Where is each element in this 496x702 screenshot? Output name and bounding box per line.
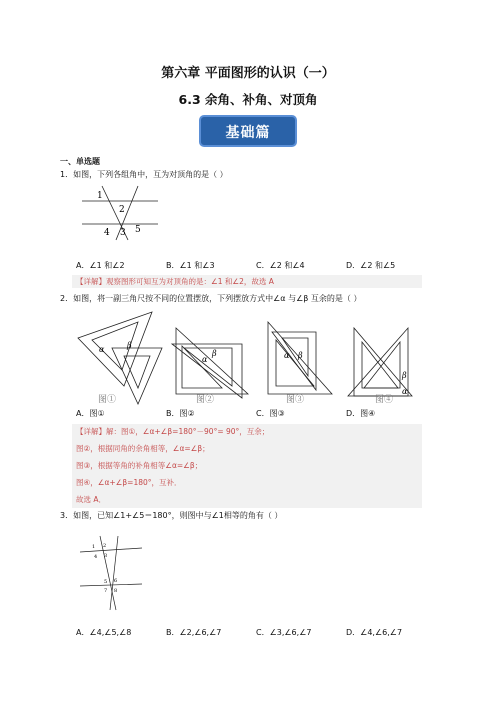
q2-explain-line-1: 【详解】解：图①，∠α+∠β=180°－90°= 90°，互余；	[76, 427, 270, 436]
fig2-caption: 图②	[196, 395, 215, 405]
fig2-triangles	[172, 328, 248, 398]
q1-label-3: 3	[120, 228, 126, 238]
q1-option-b[interactable]: B．∠1 和∠3	[166, 261, 215, 270]
question-1-options	[76, 260, 436, 271]
fig1-triangles	[78, 312, 162, 404]
question-3-figure	[76, 530, 146, 616]
q3-label-6: 6	[114, 578, 118, 584]
q3-option-a[interactable]: A．∠4,∠5,∠8	[76, 628, 132, 637]
q2-explain-line-3: 图③，根据等角的补角相等∠α=∠β；	[76, 461, 203, 470]
fig1-beta: β	[127, 341, 132, 350]
fig3-alpha: α	[284, 351, 290, 360]
q3-label-8: 8	[114, 588, 118, 594]
fig3-caption: 图③	[286, 395, 305, 405]
question-3-stem: 3．如图，已知∠1+∠5＝180°，则图中与∠1相等的角有（ ）	[60, 511, 283, 520]
q1-option-a[interactable]: A．∠1 和∠2	[76, 261, 125, 270]
q1-label-1: 1	[97, 191, 103, 201]
q3-label-7: 7	[104, 588, 108, 594]
q3-option-d[interactable]: D．∠4,∠6,∠7	[346, 628, 403, 637]
q1-label-2: 2	[119, 205, 125, 215]
question-2-options	[76, 408, 436, 419]
q1-option-d[interactable]: D．∠2 和∠5	[346, 261, 396, 270]
fig4-beta: β	[402, 371, 407, 380]
q3-option-c[interactable]: C．∠3,∠6,∠7	[256, 628, 312, 637]
q2-option-d[interactable]: D．图④	[346, 409, 376, 418]
part-heading: 一、单选题	[60, 157, 100, 166]
fig2-alpha: α	[202, 355, 208, 364]
question-1-explanation: 【详解】观察图形可知互为对顶角的是：∠1 和∠2，故选 A	[72, 275, 422, 288]
q2-option-c[interactable]: C．图③	[256, 409, 285, 418]
chapter-title: 第六章 平面图形的认识（一）	[161, 66, 335, 81]
q3-option-b[interactable]: B．∠2,∠6,∠7	[166, 628, 222, 637]
fig4-caption: 图④	[375, 395, 394, 405]
fig2-beta: β	[212, 349, 217, 358]
q3-label-4: 4	[94, 554, 98, 560]
q1-label-5: 5	[135, 225, 141, 235]
question-1-stem: 1．如图，下列各组角中，互为对顶角的是（ ）	[60, 170, 228, 179]
level-banner: 基础篇	[199, 115, 297, 147]
fig1-alpha: α	[99, 345, 105, 354]
q3-label-3: 3	[104, 553, 108, 559]
fig4-alpha: α	[402, 387, 408, 396]
section-title: 6.3 余角、补角、对顶角	[178, 92, 318, 107]
question-2-explanation	[72, 424, 422, 508]
q3-label-1: 1	[92, 544, 96, 550]
fig3-beta: β	[298, 351, 303, 360]
q3-label-2: 2	[103, 543, 107, 549]
q2-option-b[interactable]: B．图②	[166, 409, 195, 418]
q2-explain-line-5: 故选 A．	[76, 495, 107, 504]
q2-explain-line-4: 图④，∠α+∠β=180°，互补．	[76, 478, 182, 487]
fig1-caption: 图①	[98, 395, 117, 405]
q1-label-4: 4	[104, 228, 110, 238]
q1-option-c[interactable]: C．∠2 和∠4	[256, 261, 305, 270]
fig4-triangles	[348, 328, 412, 396]
question-2-stem: 2．如图，将一副三角尺按不同的位置摆放，下列摆放方式中∠α 与∠β 互余的是（ ）	[60, 294, 362, 303]
q3-label-5: 5	[104, 579, 108, 585]
q2-option-a[interactable]: A．图①	[76, 409, 105, 418]
question-3-options	[76, 627, 436, 638]
question-1-figure	[80, 182, 160, 242]
q2-explain-line-2: 图②，根据同角的余角相等，∠α=∠β；	[76, 444, 210, 453]
